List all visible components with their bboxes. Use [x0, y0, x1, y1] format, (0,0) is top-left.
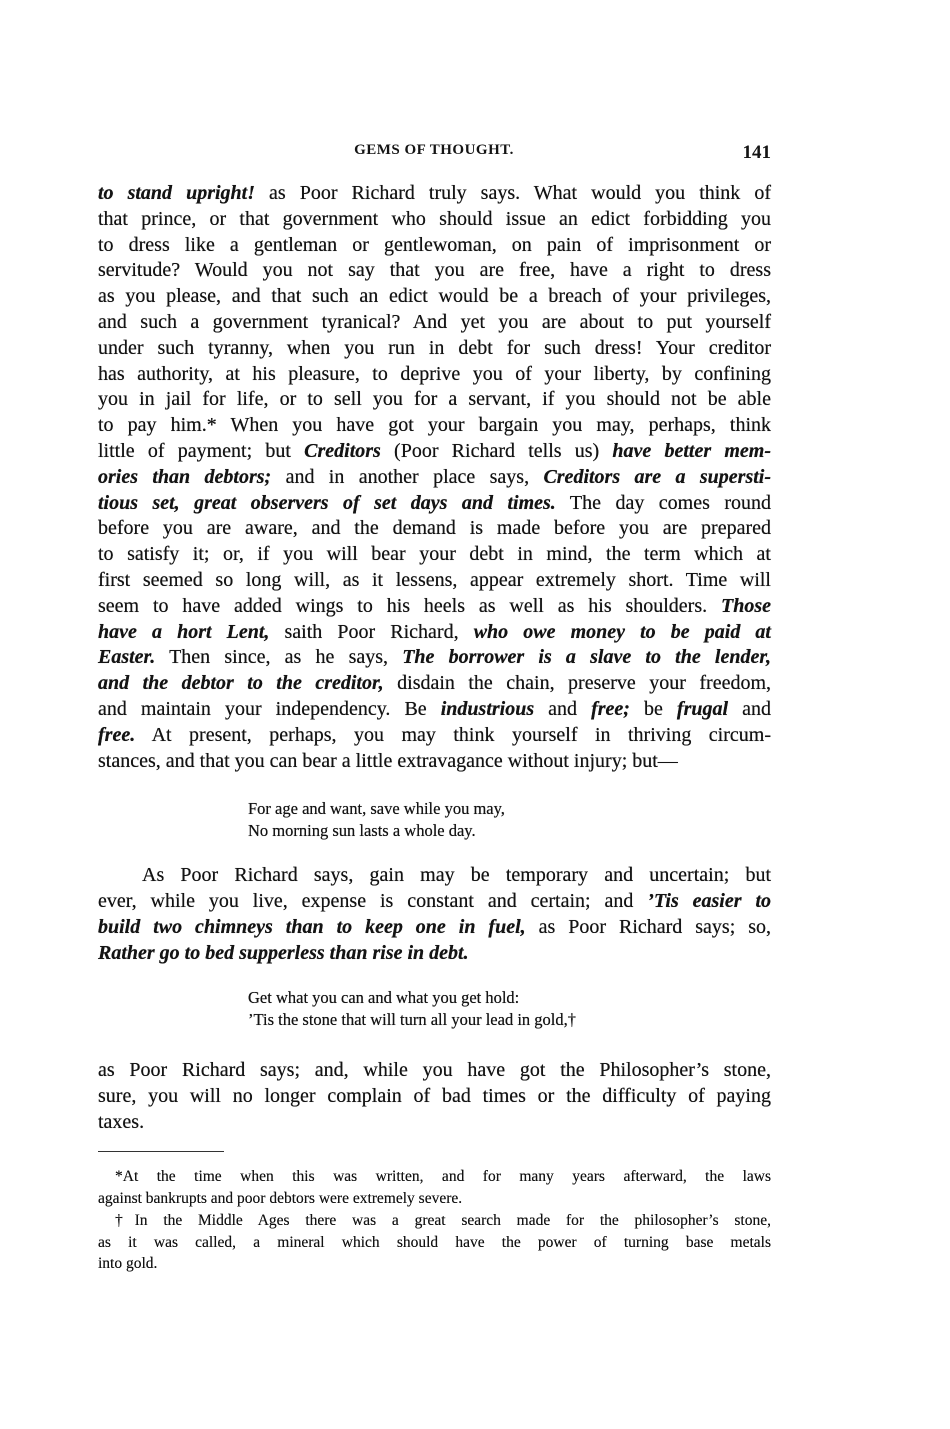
italic-text: who owe money to be paid at: [473, 620, 771, 643]
text-run: *At the time when this was written, and for many years afterward, the laws: [115, 1168, 771, 1185]
italic-text: ories than debtors;: [98, 465, 272, 488]
text-run: to pay him.* When you have got your bargain you may, perhaps, think: [98, 414, 771, 437]
text-run: be: [629, 698, 677, 720]
footnote-line: [98, 1253, 157, 1275]
text-line: [98, 1057, 771, 1083]
text-run: servitude? Would you not say that you are free, have a right to dress: [98, 259, 771, 282]
text-run: as Poor Richard truly says. What would you think of: [255, 182, 771, 204]
verse-line: [248, 820, 476, 842]
italic-text: tious set, great observers of set days and times.: [98, 491, 556, 514]
text-line: [98, 412, 771, 438]
text-run: to dress like a gentleman or gentlewoman, on pain of imprisonment or: [98, 233, 771, 256]
running-header-title: GEMS OF THOUGHT.: [354, 142, 514, 158]
text-line: [98, 619, 771, 645]
text-line: [98, 257, 771, 283]
text-line: [98, 464, 771, 490]
italic-text: Creditors: [304, 440, 381, 462]
text-run: and: [728, 698, 771, 720]
text-run: At present, perhaps, you may think yourself in thriving circum-: [135, 723, 771, 746]
italic-text: have better mem-: [612, 440, 771, 462]
italic-text: Rather go to bed supperless than rise in debt.: [98, 942, 469, 964]
italic-text: build two chimneys than to keep one in fuel,: [98, 916, 526, 938]
page-number: 141: [742, 142, 771, 163]
text-line: [98, 361, 771, 387]
text-line: [98, 206, 771, 232]
verse-line: [248, 798, 505, 820]
text-run: Then since, as he says,: [155, 646, 403, 669]
text-line: [98, 748, 678, 774]
text-line: [98, 593, 771, 619]
footnote-divider: [98, 1151, 224, 1152]
text-run: as it was called, a mineral which should have the power of turning base metals: [98, 1234, 771, 1251]
italic-text: industrious: [440, 698, 535, 720]
verse-line: [248, 1009, 576, 1031]
text-run: As Poor Richard says, gain may be temporary and uncertain; but: [142, 864, 771, 886]
text-run: little of payment; but: [98, 440, 305, 462]
text-run: as Poor Richard says; so,: [525, 916, 771, 938]
text-line: [98, 180, 771, 206]
italic-text: Easter.: [98, 646, 156, 669]
text-line: [98, 1109, 144, 1135]
text-run: and maintain your independency. Be: [98, 698, 441, 720]
italic-text: The borrower is a slave to the lender,: [402, 646, 771, 669]
text-line: [98, 335, 771, 361]
text-line: [98, 670, 771, 696]
text-run: saith Poor Richard,: [269, 620, 474, 643]
text-line: [98, 888, 771, 914]
text-line: [98, 438, 771, 464]
italic-text: Those: [721, 594, 771, 617]
text-line: [98, 490, 771, 516]
text-run: and: [534, 698, 592, 720]
italic-text: Creditors are a supersti-: [543, 465, 771, 488]
text-run: to satisfy it; or, if you will bear your debt in mind, the term which at: [98, 543, 771, 566]
text-line: [98, 283, 771, 309]
text-run: you in jail for life, or to sell you for a servant, if you should not be able: [98, 388, 771, 411]
text-run: For age and want, save while you may,: [248, 799, 505, 818]
text-line: [98, 1083, 771, 1109]
text-run: into gold.: [98, 1255, 158, 1272]
text-run: that prince, or that government who should issue an edict forbidding you: [98, 207, 771, 230]
text-line: [98, 386, 771, 412]
text-run: (Poor Richard tells us): [380, 440, 613, 462]
italic-text: frugal: [676, 698, 729, 720]
text-run: ever, while you live, expense is constant and certain; and: [98, 890, 648, 912]
text-line: [142, 862, 771, 888]
text-line: [98, 567, 771, 593]
text-run: under such tyranny, when you run in debt for such dress! Your creditor: [98, 336, 771, 359]
italic-text: have a hort Lent,: [98, 620, 270, 643]
text-run: stances, and that you can bear a little extravagance without injury; but—: [98, 749, 678, 772]
text-line: [98, 541, 771, 567]
text-run: †In the Middle Ages there was a great search made for the philosopher’s stone,: [115, 1212, 771, 1229]
text-run: and in another place says,: [271, 465, 544, 488]
italic-text: ’Tis easier to: [647, 890, 771, 912]
text-line: [98, 914, 771, 940]
text-line: [98, 232, 771, 258]
text-run: before you are aware, and the demand is made before you are prepared: [98, 517, 771, 540]
text-run: taxes.: [98, 1111, 145, 1133]
verse-line: [248, 987, 519, 1009]
text-line: [98, 515, 771, 541]
text-run: and such a government tyranical? And yet you are about to put yourself: [98, 311, 771, 333]
italic-text: free;: [591, 698, 630, 720]
text-run: ’Tis the stone that will turn all your lead in gold,†: [248, 1010, 576, 1029]
footnote-line: [98, 1188, 462, 1210]
text-run: The day comes round: [555, 491, 771, 514]
text-run: Get what you can and what you get hold:: [248, 988, 520, 1007]
text-line: [98, 722, 771, 748]
text-line: [98, 644, 771, 670]
text-line: [98, 309, 771, 335]
text-run: as Poor Richard says; and, while you have got the Philosopher’s stone,: [98, 1059, 771, 1081]
footnote-line: [115, 1166, 771, 1188]
text-line: [98, 696, 771, 722]
text-line: [98, 940, 469, 966]
text-run: sure, you will no longer complain of bad times or the difficulty of paying: [98, 1085, 771, 1107]
text-run: as you please, and that such an edict would be a breach of your privileges,: [98, 285, 771, 308]
text-run: against bankrupts and poor debtors were extremely severe.: [98, 1190, 463, 1207]
italic-text: to stand upright!: [98, 182, 256, 204]
footnote-line: [115, 1210, 771, 1232]
text-run: disdain the chain, preserve your freedom,: [383, 672, 772, 695]
text-run: has authority, at his pleasure, to deprive you of your liberty, by confining: [98, 362, 771, 385]
italic-text: free.: [98, 723, 136, 746]
footnote-line: [98, 1232, 771, 1254]
text-run: seem to have added wings to his heels as well as his shoulders.: [98, 594, 721, 617]
text-run: first seemed so long will, as it lessens, appear extremely short. Time will: [98, 569, 771, 591]
text-run: No morning sun lasts a whole day.: [248, 821, 476, 840]
italic-text: and the debtor to the creditor,: [98, 672, 384, 695]
